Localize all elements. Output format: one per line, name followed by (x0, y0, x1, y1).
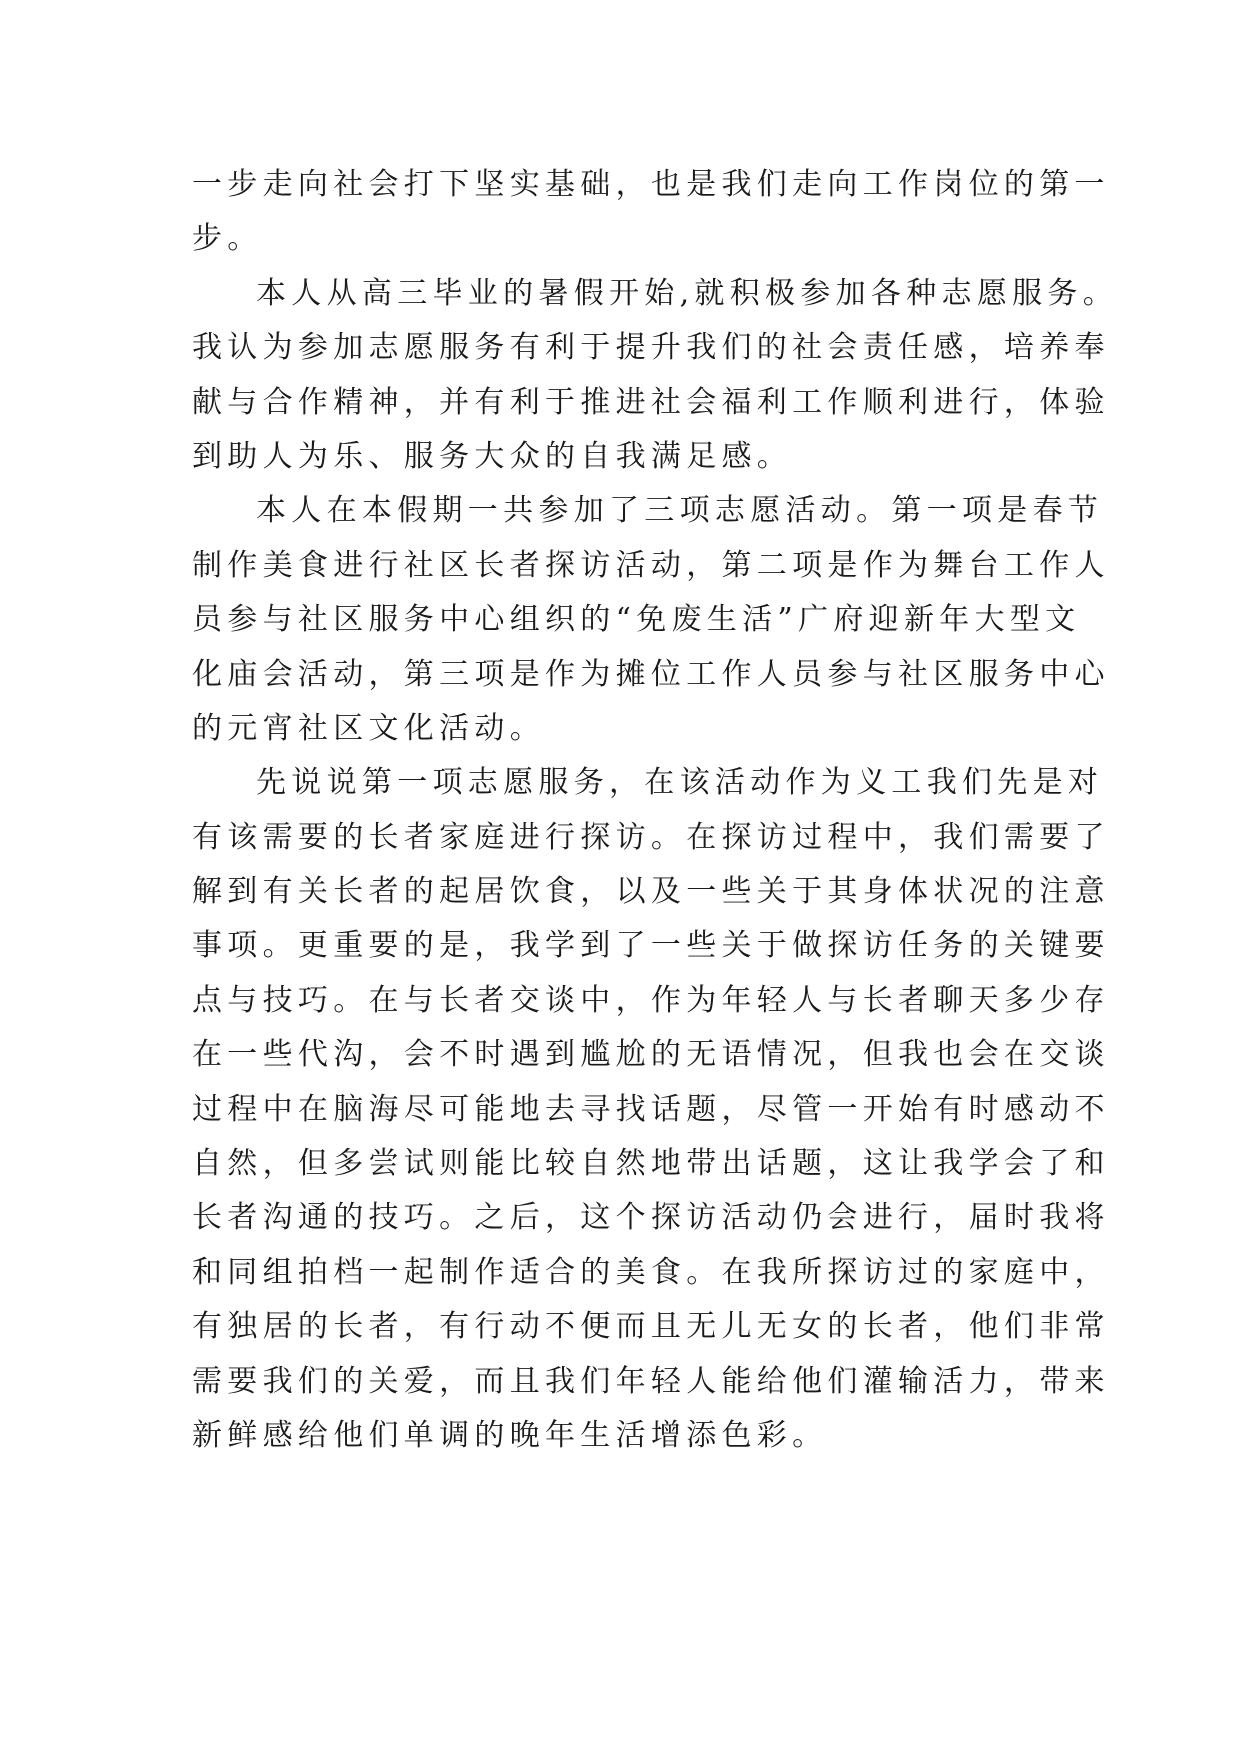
text-line: 和同组拍档一起制作适合的美食。在我所探访过的家庭中， (192, 1254, 1110, 1290)
text-line: 新鲜感给他们单调的晚年生活增添色彩。 (192, 1417, 828, 1453)
text-line: 的元宵社区文化活动。 (192, 710, 545, 746)
paragraph-first-line: 先说说第一项志愿服务，在该活动作为义工我们先是对 (256, 765, 1104, 801)
body-text (192, 158, 1119, 1463)
text-line: 长者沟通的技巧。之后，这个探访活动仍会进行，届时我将 (192, 1200, 1110, 1236)
text-line: 自然，但多尝试则能比较自然地带出话题，这让我学会了和 (192, 1146, 1110, 1182)
text-line: 过程中在脑海尽可能地去寻找话题，尽管一开始有时感动不 (192, 1091, 1110, 1127)
text-line: 事项。更重要的是，我学到了一些关于做探访任务的关键要 (192, 928, 1110, 964)
text-line: 到助人为乐、服务大众的自我满足感。 (192, 438, 793, 474)
paragraph-first-line: 本人在本假期一共参加了三项志愿活动。第一项是春节 (256, 493, 1104, 529)
text-line: 有该需要的长者家庭进行探访。在探访过程中，我们需要了 (192, 819, 1110, 855)
text-line: 我认为参加志愿服务有利于提升我们的社会责任感，培养奉 (192, 330, 1110, 366)
text-line: 点与技巧。在与长者交谈中，作为年轻人与长者聊天多少存 (192, 982, 1110, 1018)
text-line: 制作美食进行社区长者探访活动，第二项是作为舞台工作人 (192, 547, 1110, 583)
text-line: 员参与社区服务中心组织的“免废生活”广府迎新年大型文 (192, 602, 1081, 638)
text-line: 解到有关长者的起居饮食，以及一些关于其身体状况的注意 (192, 874, 1110, 910)
paragraph-first-line: 本人从高三毕业的暑假开始,就积极参加各种志愿服务。 (256, 275, 1119, 311)
text-line: 化庙会活动，第三项是作为摊位工作人员参与社区服务中心 (192, 656, 1110, 692)
text-line: 在一些代沟，会不时遇到尴尬的无语情况，但我也会在交谈 (192, 1037, 1110, 1073)
text-line: 步。 (192, 221, 263, 257)
text-line: 献与合作精神，并有利于推进社会福利工作顺利进行，体验 (192, 384, 1110, 420)
text-line: 有独居的长者，有行动不便而且无儿无女的长者，他们非常 (192, 1309, 1110, 1345)
text-line: 需要我们的关爱，而且我们年轻人能给他们灌输活力，带来 (192, 1363, 1110, 1399)
text-line: 一步走向社会打下坚实基础，也是我们走向工作岗位的第一 (192, 167, 1110, 202)
